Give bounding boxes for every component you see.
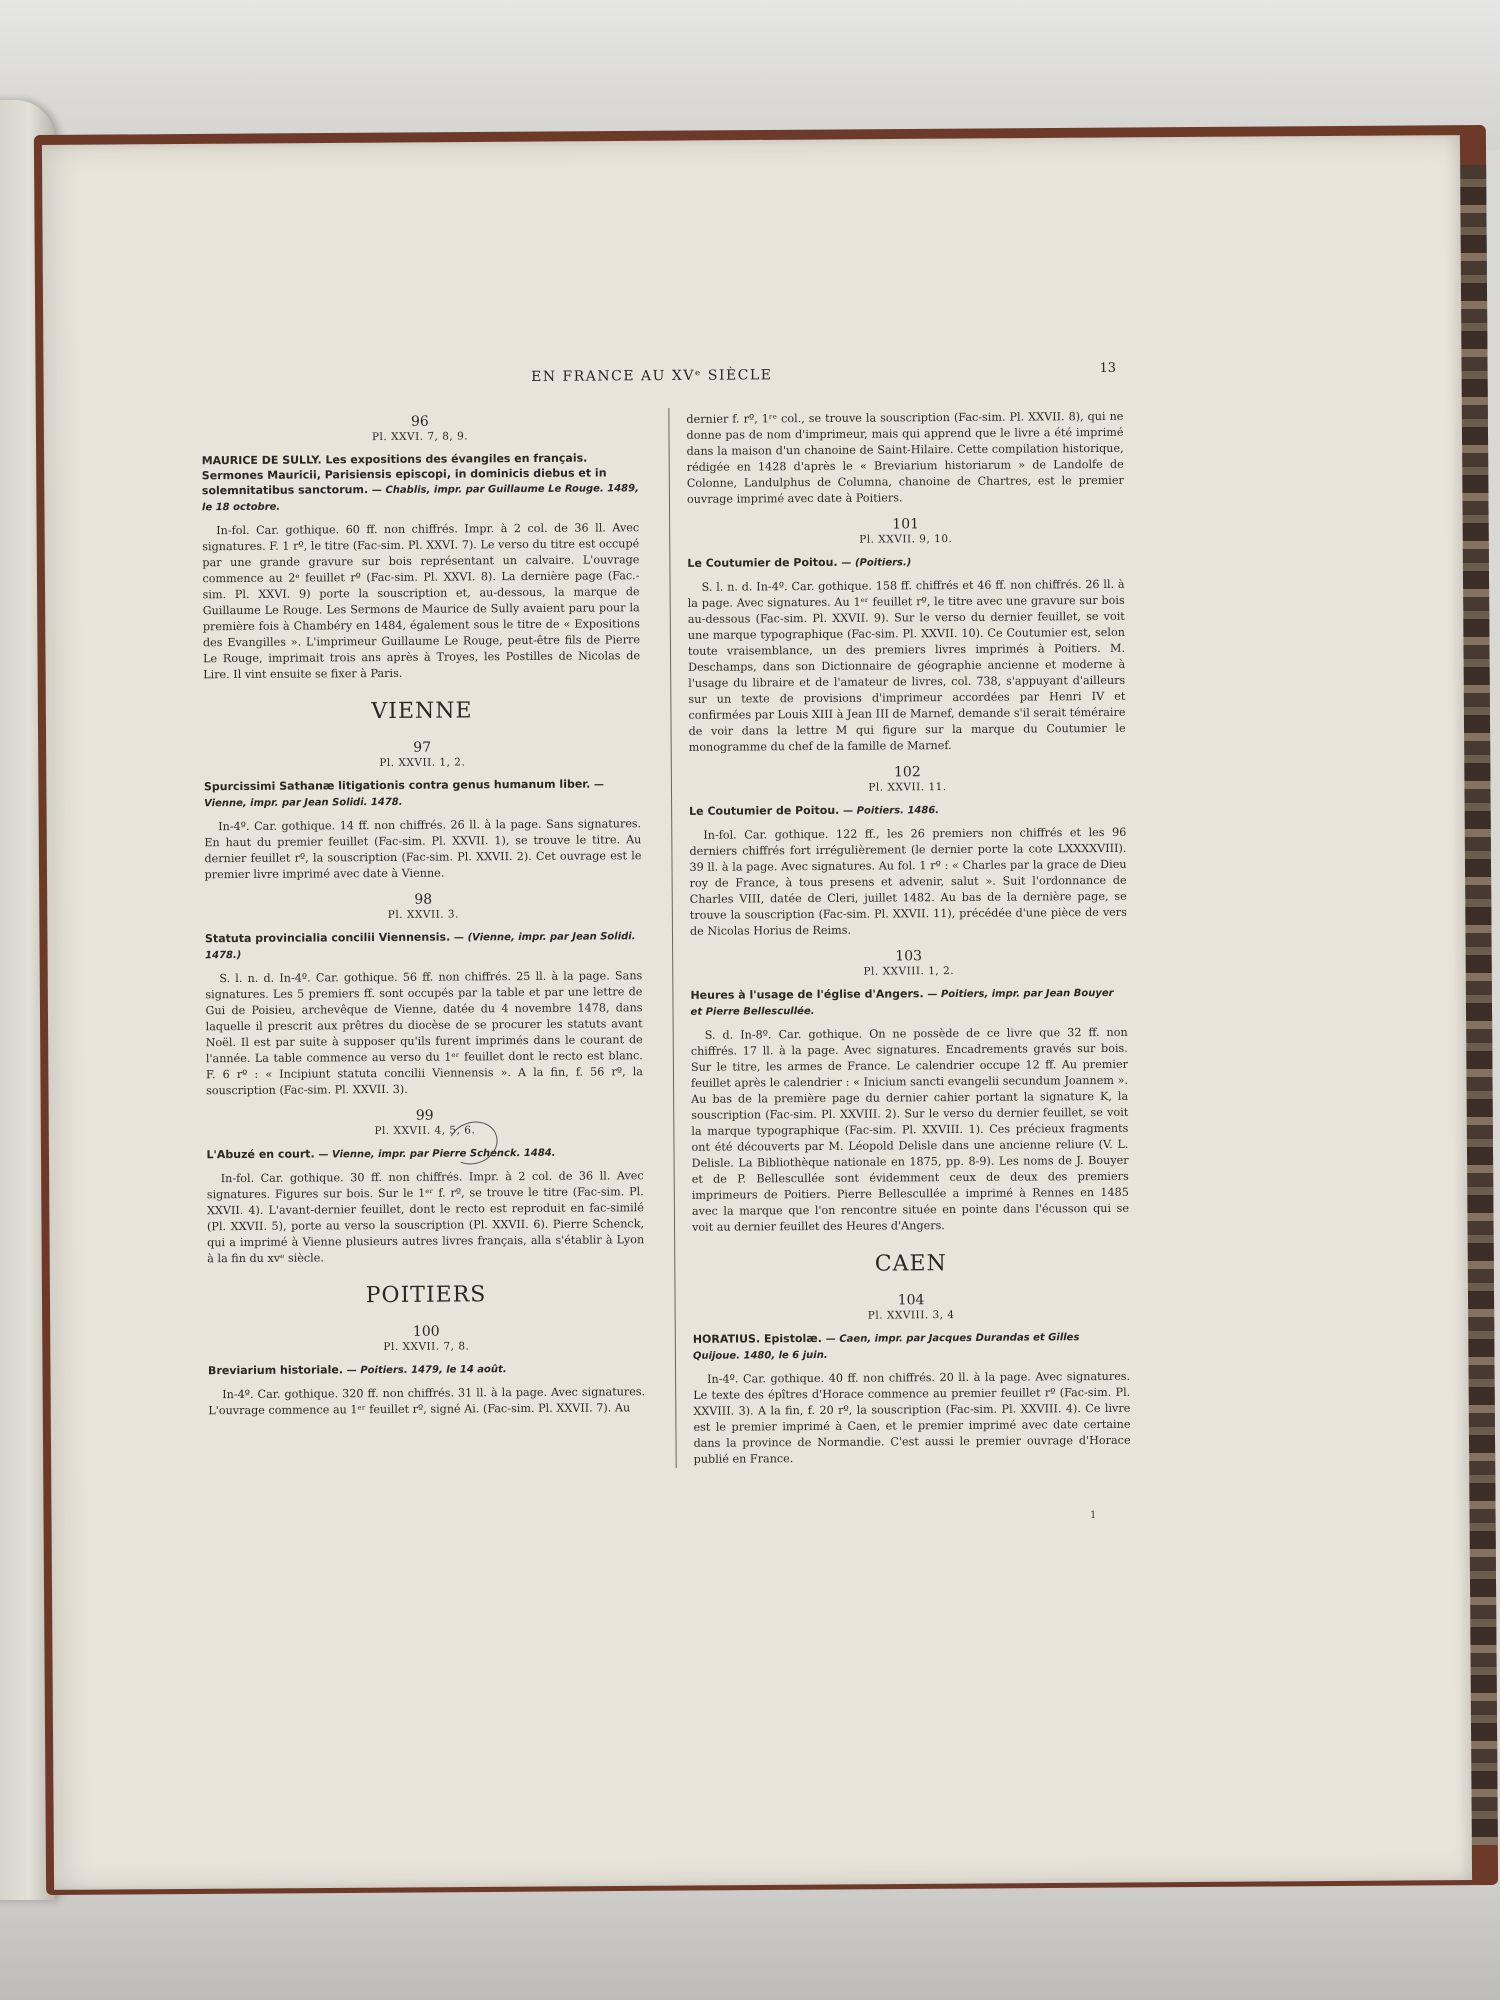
entry-description: In-fol. Car. gothique. 122 ff., les 26 premiers non chiffrés et les 96 derniers chiffrés fort irrégulièrement (le dernier porte la cote LXXXXVIII). 39 ll. à la page. Avec signatures. Au fol. 1 rº : « Charles par la grace de Dieu roy de France, à tous presens et advenir, salut ». Suit l'ordonnance de Charles VIII, datée de Cleri, juillet 1482. Au bas de la dernière page, se trouve la souscription (Fac-sim. Pl. XXVII. 11), précédée d'une pièce de vers de Nicolas Horius de Reims. (689, 825, 1127, 938)
entry-imprint: — Caen, impr. par Jacques Durandas et Gilles Quijoue. 1480, le 6 juin. (692, 1332, 1080, 1362)
entry-title-text: Le Coutumier de Poitou. (687, 555, 838, 570)
entry-description: In-4º. Car. gothique. 40 ff. non chiffrés. 20 ll. à la page. Avec signatures. Le texte des épîtres d'Horace commence au premier feuillet rº (Fac-sim. Pl. XXVIII. 3). A la fin, f. 20 rº, la souscription (Fac-sim. Pl. XXVIII. 4). Ce livre est le premier imprimé à Caen, et le premier imprimé avec date certaine dans la province de Normandie. C'est aussi le premier ouvrage d'Horace publié en France. (693, 1369, 1131, 1466)
entry-title-text: Heures à l'usage de l'église d'Angers. (690, 987, 924, 1002)
entry-number: 100 (412, 1323, 440, 1340)
entry-imprint: — Poitiers, impr. par Jean Bouyer et Pierre Bellescullée. (690, 987, 1114, 1018)
entry-title (202, 450, 639, 515)
entry-title-text: L'Abuzé en court. (206, 1147, 315, 1162)
entry-description: In-fol. Car. gothique. 60 ff. non chiffrés. Impr. à 2 col. de 36 ll. Avec signatures. F. 1 rº, le titre (Fac-sim. Pl. XXVI. 7). Le verso du titre est occupé par une grande gravure sur bois représentant un calvaire. L'ouvrage commence au 2ᵉ feuillet rº (Fac-sim. Pl. XXVI. 8). La dernière page (Fac.-sim. Pl. XXVI. 9) porte la souscription et, au-dessous, la marque de Guillaume Le Rouge. Les Sermons de Maurice de Sully avaient paru pour la première fois à Chambéry en 1484, également sous le titre de « Expositions des Evangilles ». L'imprimeur Guillaume Le Rouge, peut-être fils de Pierre Le Rouge, imprimait trois ans après à Troyes, les Postilles de Nicolas de Lire. Il vint ensuite se fixer à Paris. (202, 521, 641, 682)
entry-title (690, 985, 1127, 1020)
column-rule (668, 408, 676, 1468)
entry-imprint: — Vienne, impr. par Pierre Schenck. 1484. (318, 1147, 556, 1161)
signature-mark: 1 (1090, 1510, 1097, 1521)
entry-description: S. l. n. d. In-4º. Car. gothique. 158 ff. chiffrés et 46 ff. non chiffrés. 26 ll. à la page. Avec signatures. Au 1ᵉʳ feuillet rº, le titre avec une gravure sur bois au-dessous (Fac-sim. Pl. XXVII. 9). Sur le verso du dernier feuillet, se voit une marque typographique (Fac-sim. Pl. XXVII. 10). Ce Coutumier est, selon toute vraisemblance, un des premiers livres imprimés à Poitiers. M. Deschamps, dans son Dictionnaire de géographie ancienne et moderne à l'usage du libraire et de l'amateur de livres, col. 738, s'appuyant d'ailleurs sur un texte de provisions d'imprimeur accordées par Henri IV et confirmées par Louis XIII à Jean III de Marnef, demande s'il serait téméraire de voir dans la lettre M qui figure sur la marque du Coutumier le monogramme du chef de la famille de Marnef. (687, 577, 1126, 754)
entry-imprint: — Poitiers. 1486. (843, 805, 940, 817)
entry-title (206, 1144, 643, 1163)
plate-reference: Pl. XXVIII. 3, 4 (867, 1309, 955, 1322)
entry-number: 97 (413, 739, 432, 756)
entry-number: 99 (415, 1107, 434, 1124)
entry-number: 103 (895, 948, 923, 965)
page-text-block (191, 357, 1149, 1514)
right-column (686, 409, 1130, 1478)
photo-background-bottom (0, 1880, 1500, 2000)
catalogue-entry (206, 1106, 644, 1267)
catalogue-entry (208, 1322, 646, 1419)
entry-description: In-4º. Car. gothique. 14 ff. non chiffrés. 26 ll. à la page. Sans signatures. En haut du premier feuillet (Fac-sim. Pl. XXVII. 1), se trouve le titre. Au dernier feuillet rº, la souscription (Fac-sim. Pl. XXVII. 2). Cet ouvrage est le premier livre imprimé avec date à Vienne. (204, 817, 642, 882)
entry-description: In-4º. Car. gothique. 320 ff. non chiffrés. 31 ll. à la page. Avec signatures. L'ouvrage commence au 1ᵉʳ feuillet rº, signé Ai. (Fac-sim. Pl. XXVII. 7). Au (208, 1385, 646, 1418)
plate-reference: Pl. XXVII. 7, 8. (383, 1340, 470, 1354)
entry-imprint: — Poitiers. 1479, le 14 août. (346, 1364, 507, 1377)
entry-title (687, 553, 1124, 572)
entry-imprint: — (Poitiers.) (841, 557, 912, 569)
catalogue-entry (689, 763, 1127, 940)
city-heading: CAEN (874, 1251, 947, 1277)
entry-title-text: Statuta provincialia concilii Viennensis. (204, 930, 451, 946)
entry-imprint: — Vienne, impr. par Jean Solidi. 1478. (204, 779, 605, 810)
entry-title (208, 1360, 645, 1379)
entry-imprint: — (Vienne, impr. par Jean Solidi. 1478.) (205, 931, 636, 962)
catalogue-entry (693, 1291, 1131, 1468)
city-heading: VIENNE (371, 698, 473, 725)
entry-title-text: Le Coutumier de Poitou. (689, 803, 840, 818)
running-title: EN FRANCE AU XVᵉ SIÈCLE (531, 367, 773, 385)
plate-reference: Pl. XXVII. 3. (387, 908, 459, 921)
plate-reference: Pl. XXVII. 4, 5, 6. (374, 1124, 476, 1138)
plate-reference: Pl. XXVI. 7, 8, 9. (371, 430, 469, 444)
entry-number: 98 (414, 891, 433, 908)
entry-description: S. l. n. d. In-4º. Car. gothique. 56 ff. non chiffrés. 25 ll. à la page. Sans signatures. Les 5 premiers ff. sont occupés par la table et par une lettre de Gui de Poisieu, archevêque de Vienne, datée du 4 novembre 1478, dans laquelle il prescrit aux prêtres du diocèse de se procurer les statuts avant Noël. Il est par suite à supposer qu'ils furent imprimés dans le courant de l'année. La table commence au verso du 1ᵉʳ feuillet dont le recto est blanc. F. 6 rº : « Incipiunt statuta concilii Viennensis ». A la fin, f. 56 rº, la souscription (Fac-sim. Pl. XXVII. 3). (205, 969, 643, 1098)
entry-title (204, 776, 641, 811)
catalogue-entry (690, 947, 1129, 1236)
entry-title (205, 928, 642, 963)
entry-continuation (686, 409, 1124, 508)
plate-reference: Pl. XXVIII. 1, 2. (863, 965, 955, 978)
catalogue-entry (687, 515, 1126, 756)
catalogue-entry (201, 412, 640, 683)
entry-description: dernier f. rº, 1ʳᵉ col., se trouve la souscription (Fac-sim. Pl. XXVII. 8), qui ne donne pas de nom d'imprimeur, mais qui apprend que le livre a été imprimé dans la maison d'un chanoine de Saint-Hilaire. Cette compilation historique, rédigée en 1428 d'après le « Breviarium historiarum » de Landolfe de Colonne, Landulphus de Columna, chanoine de Chartres, est le premier ouvrage imprimé avec date à Poitiers. (686, 409, 1124, 506)
left-column (201, 412, 645, 1429)
entry-description: S. d. In-8º. Car. gothique. On ne possède de ce livre que 32 ff. non chiffrés. 17 ll. à la page. Avec signatures. Encadrements gravés sur bois. Sur le titre, les armes de France. Le calendrier occupe 12 ff. Au premier feuillet après le calendrier : « Inicium sancti evangelii secundum Joannem ». Au bas de la première page du dernier cahier portant la signature K, la souscription (Fac-sim. Pl. XXVIII. 2). Sur le verso du dernier feuillet, se voit la marque typographique (Fac-sim. Pl. XXVIII. 1). Ces précieux fragments ont été découverts par M. Léopold Delisle dans une ancienne reliure (V. L. Delisle. La Bibliothèque nationale en 1875, pp. 8-9). Les noms de J. Bouyer et de P. Bellescullée sont évidemment ceux de deux des premiers imprimeurs de Poitiers. Pierre Bellescullée a imprimé à Rennes en 1485 avec la marque que l'on rencontre située en pointe dans l'écusson qui se voit au dernier feuillet des Heures d'Angers. (690, 1025, 1129, 1234)
entry-number: 101 (892, 516, 920, 533)
plate-reference: Pl. XXVII. 11. (868, 781, 947, 794)
entry-title-text: HORATIUS. Epistolæ. (692, 1331, 823, 1346)
entry-title (689, 801, 1126, 820)
plate-reference: Pl. XXVII. 1, 2. (379, 756, 466, 770)
entry-number: 102 (893, 764, 921, 781)
plate-reference: Pl. XXVII. 9, 10. (859, 533, 953, 546)
entry-description: In-fol. Car. gothique. 30 ff. non chiffrés. Impr. à 2 col. de 36 ll. Avec signatures. Figures sur bois. Sur le 1ᵉʳ f. rº, se trouve le titre (Fac-sim. Pl. XXVII. 4). L'avant-dernier feuillet, dont le recto est reproduit en fac-similé (Pl. XXVII. 5), porte au verso la souscription (Pl. XXVII. 6). Pierre Schenck, qui a imprimé à Vienne plusieurs autres livres français, alla s'établir à Lyon à la fin du xvᵉ siècle. (206, 1169, 645, 1266)
entry-title-text: MAURICE DE SULLY. Les expositions des évangiles en français. Sermones Mauricii, Parisiensis episcopi, in dominicis diebus et in solemnitatibus sanctorum. (201, 451, 607, 498)
entry-imprint: — Chablis, impr. par Guillaume Le Rouge. 1489, le 18 octobre. (201, 483, 639, 514)
catalogue-entry (205, 890, 643, 1099)
city-heading: POITIERS (365, 1282, 487, 1309)
entry-number: 96 (410, 413, 429, 430)
entry-number: 104 (897, 1292, 925, 1309)
entry-title-text: Breviarium historiale. (207, 1363, 344, 1378)
entry-title-text: Spurcissimi Sathanæ litigationis contra genus humanum liber. (203, 777, 591, 794)
catalogue-entry (204, 738, 642, 883)
page-number: 13 (1099, 360, 1117, 376)
entry-title (693, 1329, 1130, 1364)
